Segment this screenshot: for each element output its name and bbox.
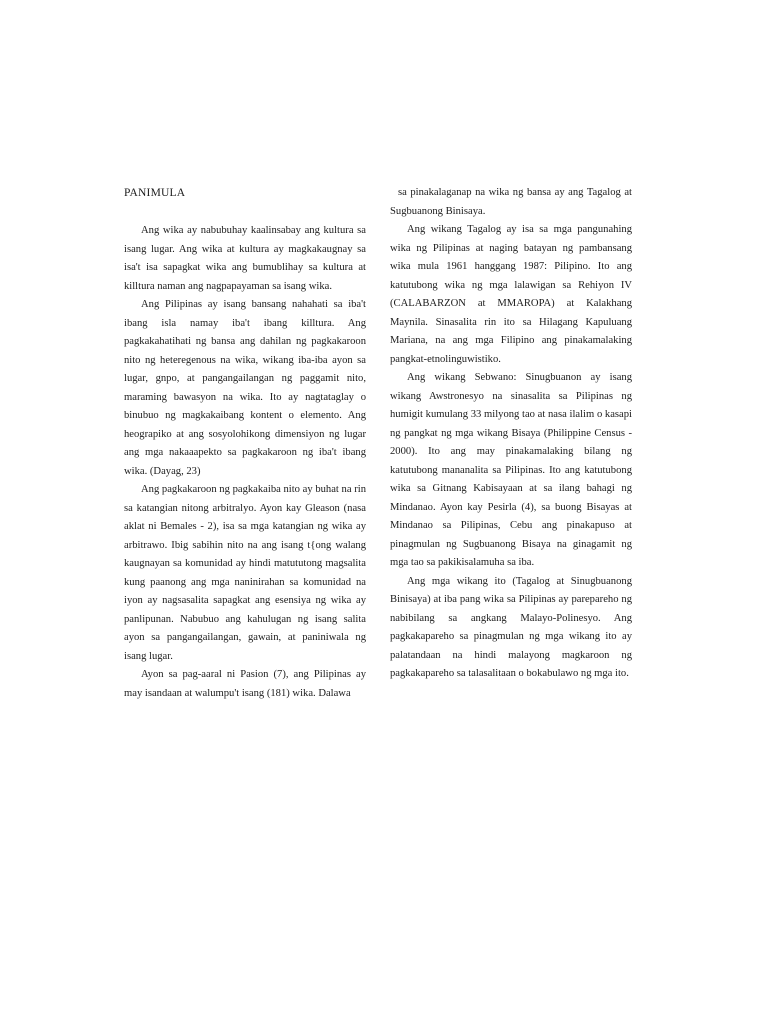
paragraph: Ang wika ay nabubuhay kaalinsabay ang kultura sa isang lugar. Ang wika at kultura ay magkakaugnay sa isa't isa sapagkat wika ang bumublihay sa kultura at killtura naman ang nagpapayaman sa isang wika. xyxy=(124,225,366,292)
paragraph: Ang pagkakaroon ng pagkakaiba nito ay buhat na rin sa katangian nitong arbitralyo. Ayon kay Gleason (nasa aklat ni Bemales - 2), isa sa mga katangian ng wika ay arbitrawo. Ibig sabihin nito na ang isang t{ong walang kaugnayan sa komunidad ay hindi matututong magsalita kung paanong ang mga naninirahan sa komunidad na iyon ay nagsasalita sapagkat ang esensiya ng wika ay panlipunan. Nabubuo ang kahulugan ng isang salita ayon sa pangangailangan, gawain, at paniniwala ng isang lugar. xyxy=(124,484,366,662)
paragraph-continuation: sa pinakalaganap na wika ng bansa ay ang Tagalog at Sugbuanong Binisaya. xyxy=(390,187,632,217)
right-column xyxy=(390,184,632,684)
left-column xyxy=(124,184,366,703)
paragraph: Ang wikang Tagalog ay isa sa mga pangunahing wika ng Pilipinas at naging batayan ng pambansang wika mula 1961 hanggang 1987: Pilipino. Ito ang katutubong wika ng mga lalawigan sa Rehiyon IV (CALABARZON at MMAROPA) at Kalakhang Maynila. Sinasalita rin ito sa Hilagang Kapuluang Mariana, na ang mga Filipino ang pinakamalaking pangkat-etnolinguwistiko. xyxy=(390,224,632,365)
section-heading: PANIMULA xyxy=(124,187,186,199)
paragraph: Ang Pilipinas ay isang bansang nahahati sa iba't ibang isla namay iba't ibang killtura. Ang pagkakahatihati ng bansa ang dahilan ng pagkakaroon nito ng heteregenous na wika, wikang iba-iba ayon sa lugar, gnpo, at pangangailangan ng paggamit nito, maraming bawasyon na wika. Ito ay nagtataglay o binubuo ng magkakaibang kontent o elemento. Ang heograpiko at ang sosyolohikong dimensiyon ng lugar ang mga nakaaapekto sa pagkakaroon ng iba't ibang wika. (Dayag, 23) xyxy=(124,299,366,477)
paragraph: Ayon sa pag-aaral ni Pasion (7), ang Pilipinas ay may isandaan at walumpu't isang (181) wika. Dalawa xyxy=(124,669,366,699)
paragraph: Ang wikang Sebwano: Sinugbuanon ay isang wikang Awstronesyo na sinasalita sa Pilipinas ng humigit kumulang 33 milyong tao at nasa ilalim o kasapi ng pangkat ng mga wikang Bisaya (Philippine Census - 2000). Ito ang may pinakamalaking bilang ng katutubong mananalita sa Pilipinas. Ito ang katutubong wika sa Gitnang Kabisayaan at sa ilang bahagi ng Mindanao. Ayon kay Pesirla (4), sa buong Bisayas at Mindanao sa Pilipinas, Cebu ang pinakapuso at pinagmulan ng Sugbuanong Bisaya na ginagamit ng mga tao sa pakikisalamuha sa iba. xyxy=(390,372,632,568)
paragraph: Ang mga wikang ito (Tagalog at Sinugbuanong Binisaya) at iba pang wika sa Pilipinas ay parepareho ng nabibilang sa angkang Malayo-Polinesyo. Ang pagkakapareho sa pinagmulan ng mga wikang ito ay palatandaan na hindi malayong magkaroon ng pagkakapareho sa talasalitaan o bokabulawo ng mga ito. xyxy=(390,575,632,679)
